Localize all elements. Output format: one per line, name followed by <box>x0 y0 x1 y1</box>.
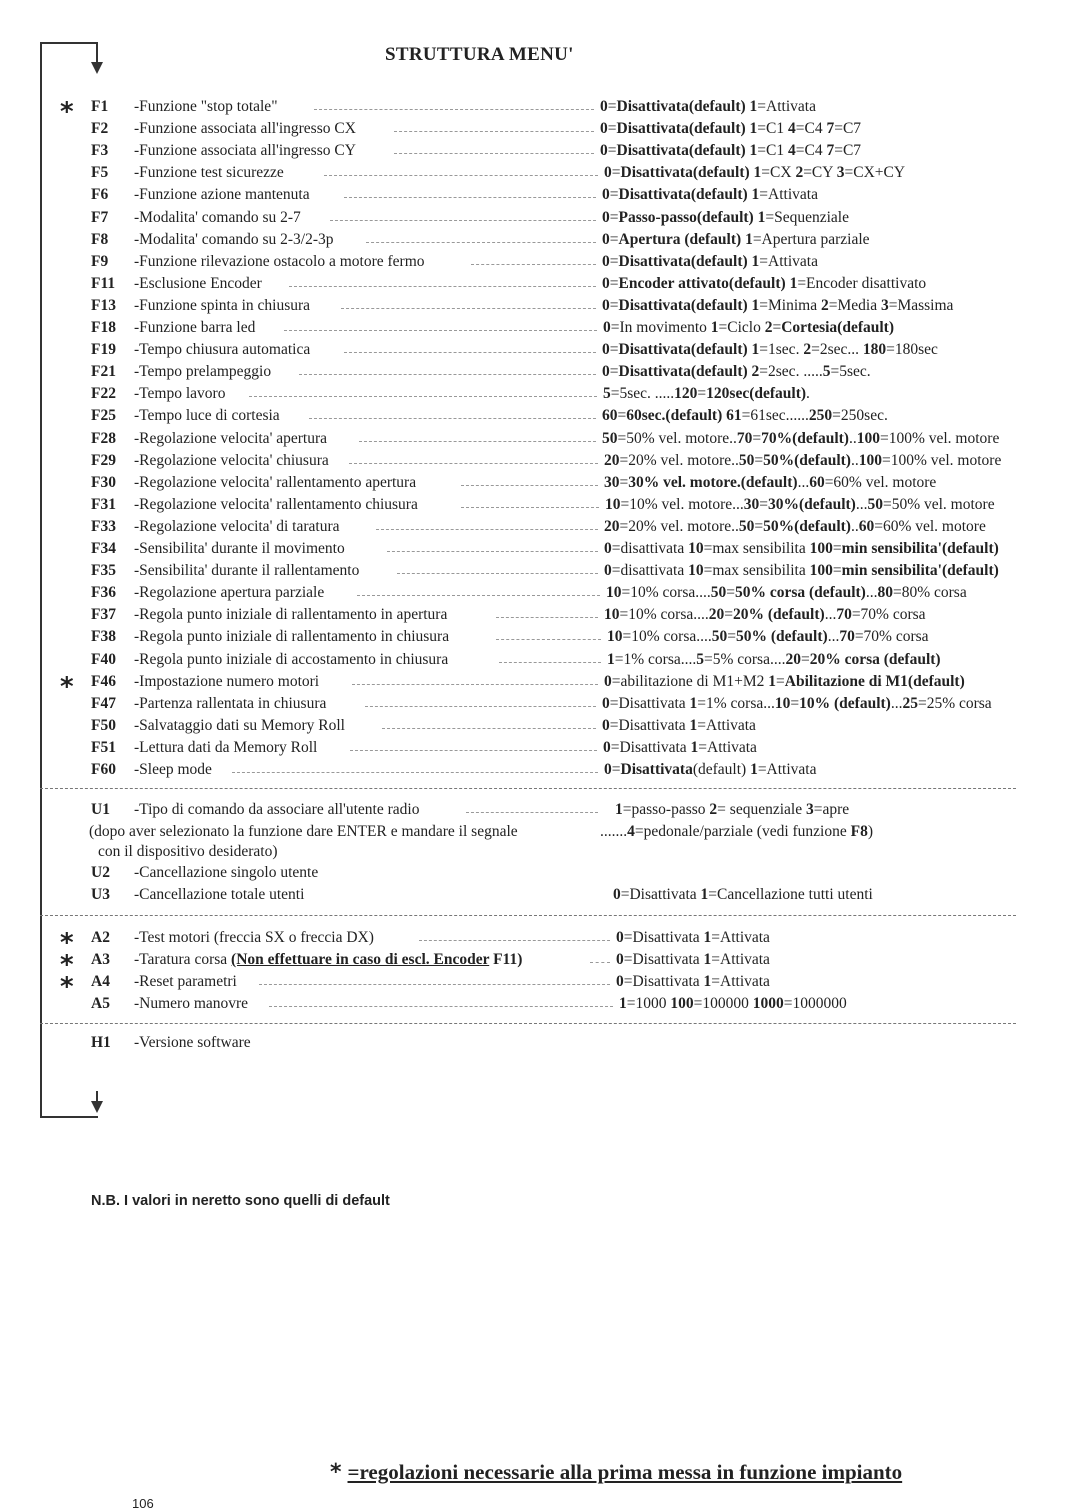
menu-code: F8 <box>91 231 109 248</box>
leader-line <box>289 286 596 287</box>
menu-code: F30 <box>91 474 116 491</box>
leader-line <box>341 308 596 309</box>
leader-line <box>324 175 598 176</box>
menu-value: 1=1000 100=100000 1000=1000000 <box>619 995 847 1012</box>
menu-row-u3 <box>0 886 1079 908</box>
page-number: 106 <box>132 1496 154 1511</box>
leader-line <box>284 330 597 331</box>
menu-row-f13 <box>0 297 1079 319</box>
menu-description: -Tempo lavoro <box>134 385 226 402</box>
asterisk-icon: * <box>60 672 74 702</box>
leader-line <box>330 220 596 221</box>
menu-row-f3 <box>0 142 1079 164</box>
asterisk-icon: * <box>60 972 74 1002</box>
menu-value: 0=Disattivata(default) 1=C1 4=C4 7=C7 <box>600 142 862 159</box>
leader-line <box>299 374 596 375</box>
leader-line <box>309 418 596 419</box>
leader-line <box>397 573 598 574</box>
menu-code: F28 <box>91 430 116 447</box>
menu-value: 0=Disattivata 1=Attivata <box>616 973 770 990</box>
menu-row-f60 <box>0 761 1079 783</box>
menu-value: 50=50% vel. motore..70=70%(default)..100=100% vel. motore <box>602 430 1000 447</box>
menu-code: F7 <box>91 209 109 226</box>
menu-row-f36 <box>0 584 1079 606</box>
menu-note: (dopo aver selezionato la funzione dare ENTER e mandare il segnale <box>89 823 518 840</box>
menu-description: -Funzione azione mantenuta <box>134 186 310 203</box>
menu-code: F60 <box>91 761 116 778</box>
menu-code: F25 <box>91 407 116 424</box>
flow-line-bottom <box>40 1116 98 1118</box>
menu-row-f11 <box>0 275 1079 297</box>
menu-value: 0=Disattivata 1=Attivata <box>602 717 756 734</box>
menu-description: -Regolazione velocita' di taratura <box>134 518 340 535</box>
menu-description: -Tempo luce di cortesia <box>134 407 280 424</box>
menu-row-f18 <box>0 319 1079 341</box>
menu-code: A2 <box>91 929 110 946</box>
leader-line <box>590 962 610 963</box>
menu-row-f30 <box>0 474 1079 496</box>
menu-code: F51 <box>91 739 116 756</box>
menu-row-f1 <box>0 97 1079 127</box>
menu-code: F19 <box>91 341 116 358</box>
menu-row-f51 <box>0 739 1079 761</box>
menu-value: 0=Disattivata(default) 1=CX 2=CY 3=CX+CY <box>604 164 906 181</box>
menu-code: F3 <box>91 142 109 159</box>
leader-line <box>259 984 610 985</box>
menu-row-a4 <box>0 972 1079 1002</box>
section-divider <box>40 1023 1016 1024</box>
menu-description: -Impostazione numero motori <box>134 673 320 690</box>
menu-description: -Funzione "stop totale" <box>134 98 278 115</box>
menu-value: 0=Disattivata 1=Cancellazione tutti utenti <box>613 886 873 903</box>
menu-description: -Sleep mode <box>134 761 212 778</box>
menu-note: con il dispositivo desiderato) <box>98 843 278 860</box>
leader-line <box>350 750 597 751</box>
leader-line <box>496 617 598 618</box>
menu-row-f28 <box>0 430 1079 452</box>
menu-code: F38 <box>91 628 116 645</box>
menu-description: -Funzione associata all'ingresso CY <box>134 142 356 159</box>
menu-row-f19 <box>0 341 1079 363</box>
leader-line <box>382 728 596 729</box>
menu-description: -Regolazione velocita' rallentamento apertura <box>134 474 417 491</box>
default-values-note: N.B. I valori in neretto sono quelli di default <box>91 1193 390 1209</box>
menu-row-h1 <box>0 1034 1079 1056</box>
menu-value: 1=passo-passo 2= sequenziale 3=apre <box>615 801 850 818</box>
menu-code: F35 <box>91 562 116 579</box>
menu-value: 0=Disattivata(default) 1=Attivata <box>604 761 817 778</box>
menu-row-f29 <box>0 452 1079 474</box>
menu-row-f47 <box>0 695 1079 717</box>
legend-text: =regolazioni necessarie alla prima messa in funzione impianto <box>347 1460 903 1484</box>
leader-line <box>314 109 594 110</box>
menu-code: F37 <box>91 606 116 623</box>
menu-value: 0=Disattivata(default) 1=Attivata <box>600 98 816 115</box>
menu-row-a5 <box>0 995 1079 1017</box>
flow-line-top <box>40 42 98 44</box>
menu-description: -Regolazione velocita' chiusura <box>134 452 329 469</box>
leader-line <box>376 529 598 530</box>
menu-code: F29 <box>91 452 116 469</box>
menu-value: 0=Disattivata 1=Attivata <box>616 951 770 968</box>
menu-description: -Modalita' comando su 2-7 <box>134 209 301 226</box>
menu-description: -Sensibilita' durante il movimento <box>134 540 345 557</box>
menu-value: 0=Disattivata 1=Attivata <box>616 929 770 946</box>
menu-code: F5 <box>91 164 109 181</box>
menu-description: -Funzione rilevazione ostacolo a motore fermo <box>134 253 425 270</box>
leader-line <box>359 441 596 442</box>
menu-row-f8 <box>0 231 1079 253</box>
leader-line <box>232 772 598 773</box>
menu-code: F13 <box>91 297 116 314</box>
leader-line <box>249 396 597 397</box>
menu-value: 0=Disattivata(default) 2=2sec. .....5=5sec. <box>602 363 871 380</box>
menu-value: 0=disattivata 10=max sensibilita 100=min sensibilita'(default) <box>604 540 999 557</box>
menu-description: -Regolazione velocita' rallentamento chiusura <box>134 496 418 513</box>
menu-row-f38 <box>0 628 1079 650</box>
menu-row-a3 <box>0 950 1079 980</box>
menu-row-u1-note2 <box>0 843 1079 865</box>
section-divider <box>40 788 1016 789</box>
menu-description: -Cancellazione totale utenti <box>134 886 305 903</box>
menu-row-f50 <box>0 717 1079 739</box>
leader-line <box>471 264 596 265</box>
leader-line <box>269 1006 613 1007</box>
menu-code: F31 <box>91 496 116 513</box>
menu-description: -Partenza rallentata in chiusura <box>134 695 327 712</box>
menu-code: F50 <box>91 717 116 734</box>
menu-code: F2 <box>91 120 109 137</box>
menu-row-f31 <box>0 496 1079 518</box>
menu-description: -Modalita' comando su 2-3/2-3p <box>134 231 334 248</box>
menu-code: A3 <box>91 951 110 968</box>
menu-value: 0=Disattivata(default) 1=Attivata <box>602 253 818 270</box>
menu-row-f5 <box>0 164 1079 186</box>
menu-code: F46 <box>91 673 116 690</box>
leader-line <box>394 131 594 132</box>
leader-line <box>366 242 596 243</box>
menu-value: 0=Disattivata(default) 1=1sec. 2=2sec... 180=180sec <box>602 341 938 358</box>
leader-line <box>349 463 598 464</box>
menu-description: -Lettura dati da Memory Roll <box>134 739 318 756</box>
menu-value: 0=Passo-passo(default) 1=Sequenziale <box>602 209 849 226</box>
menu-value: 1=1% corsa....5=5% corsa....20=20% corsa (default) <box>607 651 941 668</box>
leader-line <box>419 940 610 941</box>
menu-row-f46 <box>0 672 1079 702</box>
menu-value: 0=Disattivata(default) 1=Minima 2=Media 3=Massima <box>602 297 954 314</box>
menu-value: 60=60sec.(default) 61=61sec......250=250sec. <box>602 407 888 424</box>
asterisk-icon: * <box>60 950 74 980</box>
flow-arrow-top-stem <box>96 42 98 64</box>
menu-code: U2 <box>91 864 110 881</box>
leader-line <box>357 595 600 596</box>
leader-line <box>344 197 596 198</box>
menu-row-f21 <box>0 363 1079 385</box>
menu-description: -Sensibilita' durante il rallentamento <box>134 562 360 579</box>
menu-description: -Funzione barra led <box>134 319 256 336</box>
menu-row-f34 <box>0 540 1079 562</box>
menu-value: 10=10% corsa....50=50% corsa (default)...80=80% corsa <box>606 584 967 601</box>
menu-description: -Salvataggio dati su Memory Roll <box>134 717 345 734</box>
menu-description: -Cancellazione singolo utente <box>134 864 319 881</box>
menu-description: -Tempo chiusura automatica <box>134 341 311 358</box>
menu-description: -Numero manovre <box>134 995 249 1012</box>
menu-row-f2 <box>0 120 1079 142</box>
leader-line <box>496 639 601 640</box>
menu-value: 10=10% corsa....20=20% (default)...70=70% corsa <box>604 606 926 623</box>
menu-value: 0=Disattivata(default) 1=C1 4=C4 7=C7 <box>600 120 862 137</box>
menu-description: -Regolazione apertura parziale <box>134 584 325 601</box>
menu-value: 0=In movimento 1=Ciclo 2=Cortesia(default) <box>603 319 894 336</box>
menu-description: -Versione software <box>134 1034 251 1051</box>
menu-code: F34 <box>91 540 116 557</box>
leader-line <box>461 485 598 486</box>
legend <box>330 1460 902 1485</box>
menu-row-u1 <box>0 801 1079 823</box>
asterisk-icon: * <box>330 1460 342 1485</box>
page-title: STRUTTURA MENU' <box>385 44 574 65</box>
menu-value: 0=Disattivata(default) 1=Attivata <box>602 186 818 203</box>
menu-code: A4 <box>91 973 110 990</box>
menu-code: F47 <box>91 695 116 712</box>
menu-row-u1-note <box>0 823 1079 845</box>
menu-code: F9 <box>91 253 109 270</box>
down-arrow-icon <box>91 62 103 74</box>
menu-row-f6 <box>0 186 1079 208</box>
menu-description: -Funzione associata all'ingresso CX <box>134 120 356 137</box>
menu-code: F36 <box>91 584 116 601</box>
section-divider <box>40 915 1016 916</box>
leader-line <box>344 352 596 353</box>
leader-line <box>466 812 598 813</box>
menu-row-f22 <box>0 385 1079 407</box>
menu-code: F21 <box>91 363 116 380</box>
menu-value: 0=Disattivata 1=Attivata <box>603 739 757 756</box>
menu-description: -Regola punto iniziale di accostamento in chiusura <box>134 651 449 668</box>
menu-value: 0=Apertura (default) 1=Apertura parziale <box>602 231 870 248</box>
leader-line <box>387 551 598 552</box>
leader-line <box>352 684 598 685</box>
menu-row-a2 <box>0 928 1079 958</box>
menu-description: -Regolazione velocita' apertura <box>134 430 328 447</box>
menu-value: 5=5sec. .....120=120sec(default). <box>603 385 810 402</box>
menu-description: -Test motori (freccia SX o freccia DX) <box>134 929 374 946</box>
menu-code: F11 <box>91 275 116 292</box>
menu-code: A5 <box>91 995 110 1012</box>
menu-row-f33 <box>0 518 1079 540</box>
menu-description: -Regola punto iniziale di rallentamento in apertura <box>134 606 448 623</box>
menu-description: -Taratura corsa (Non effettuare in caso di escl. Encoder F11) <box>134 951 523 968</box>
menu-description: -Esclusione Encoder <box>134 275 262 292</box>
menu-row-f37 <box>0 606 1079 628</box>
menu-code: H1 <box>91 1034 111 1051</box>
menu-value: 20=20% vel. motore..50=50%(default)..60=60% vel. motore <box>604 518 986 535</box>
down-arrow-icon <box>91 1101 103 1113</box>
menu-row-f35 <box>0 562 1079 584</box>
menu-value: 20=20% vel. motore..50=50%(default)..100=100% vel. motore <box>604 452 1002 469</box>
menu-code: U3 <box>91 886 110 903</box>
menu-row-f40 <box>0 651 1079 673</box>
menu-value: 10=10% corsa....50=50% (default)...70=70% corsa <box>607 628 929 645</box>
menu-row-f9 <box>0 253 1079 275</box>
menu-description: -Tempo prelampeggio <box>134 363 272 380</box>
menu-code: F18 <box>91 319 116 336</box>
menu-description: -Reset parametri <box>134 973 237 990</box>
menu-row-f25 <box>0 407 1079 429</box>
leader-line <box>365 706 596 707</box>
menu-value: 0=abilitazione di M1+M2 1=Abilitazione di M1(default) <box>604 673 965 690</box>
menu-code: F40 <box>91 651 116 668</box>
menu-description: -Tipo di comando da associare all'utente radio <box>134 801 420 818</box>
menu-description: -Regola punto iniziale di rallentamento in chiusura <box>134 628 450 645</box>
menu-row-f7 <box>0 209 1079 231</box>
menu-value: 30=30% vel. motore.(default)...60=60% vel. motore <box>604 474 937 491</box>
leader-line <box>394 153 594 154</box>
menu-description: -Funzione test sicurezze <box>134 164 284 181</box>
menu-code: F6 <box>91 186 109 203</box>
menu-code: F22 <box>91 385 116 402</box>
menu-code: U1 <box>91 801 110 818</box>
menu-code: F1 <box>91 98 109 115</box>
menu-value: 10=10% vel. motore...30=30%(default)...50=50% vel. motore <box>605 496 995 513</box>
leader-line <box>499 662 601 663</box>
menu-code: F33 <box>91 518 116 535</box>
asterisk-icon: * <box>60 928 74 958</box>
menu-value: 0=disattivata 10=max sensibilita 100=min sensibilita'(default) <box>604 562 999 579</box>
asterisk-icon: * <box>60 97 74 127</box>
menu-value: 0=Disattivata 1=1% corsa...10=10% (default)...25=25% corsa <box>602 695 992 712</box>
menu-value: 0=Encoder attivato(default) 1=Encoder disattivato <box>602 275 927 292</box>
menu-description: -Funzione spinta in chiusura <box>134 297 311 314</box>
menu-value: .......4=pedonale/parziale (vedi funzione F8) <box>600 823 874 840</box>
menu-row-u2 <box>0 864 1079 886</box>
leader-line <box>461 507 599 508</box>
